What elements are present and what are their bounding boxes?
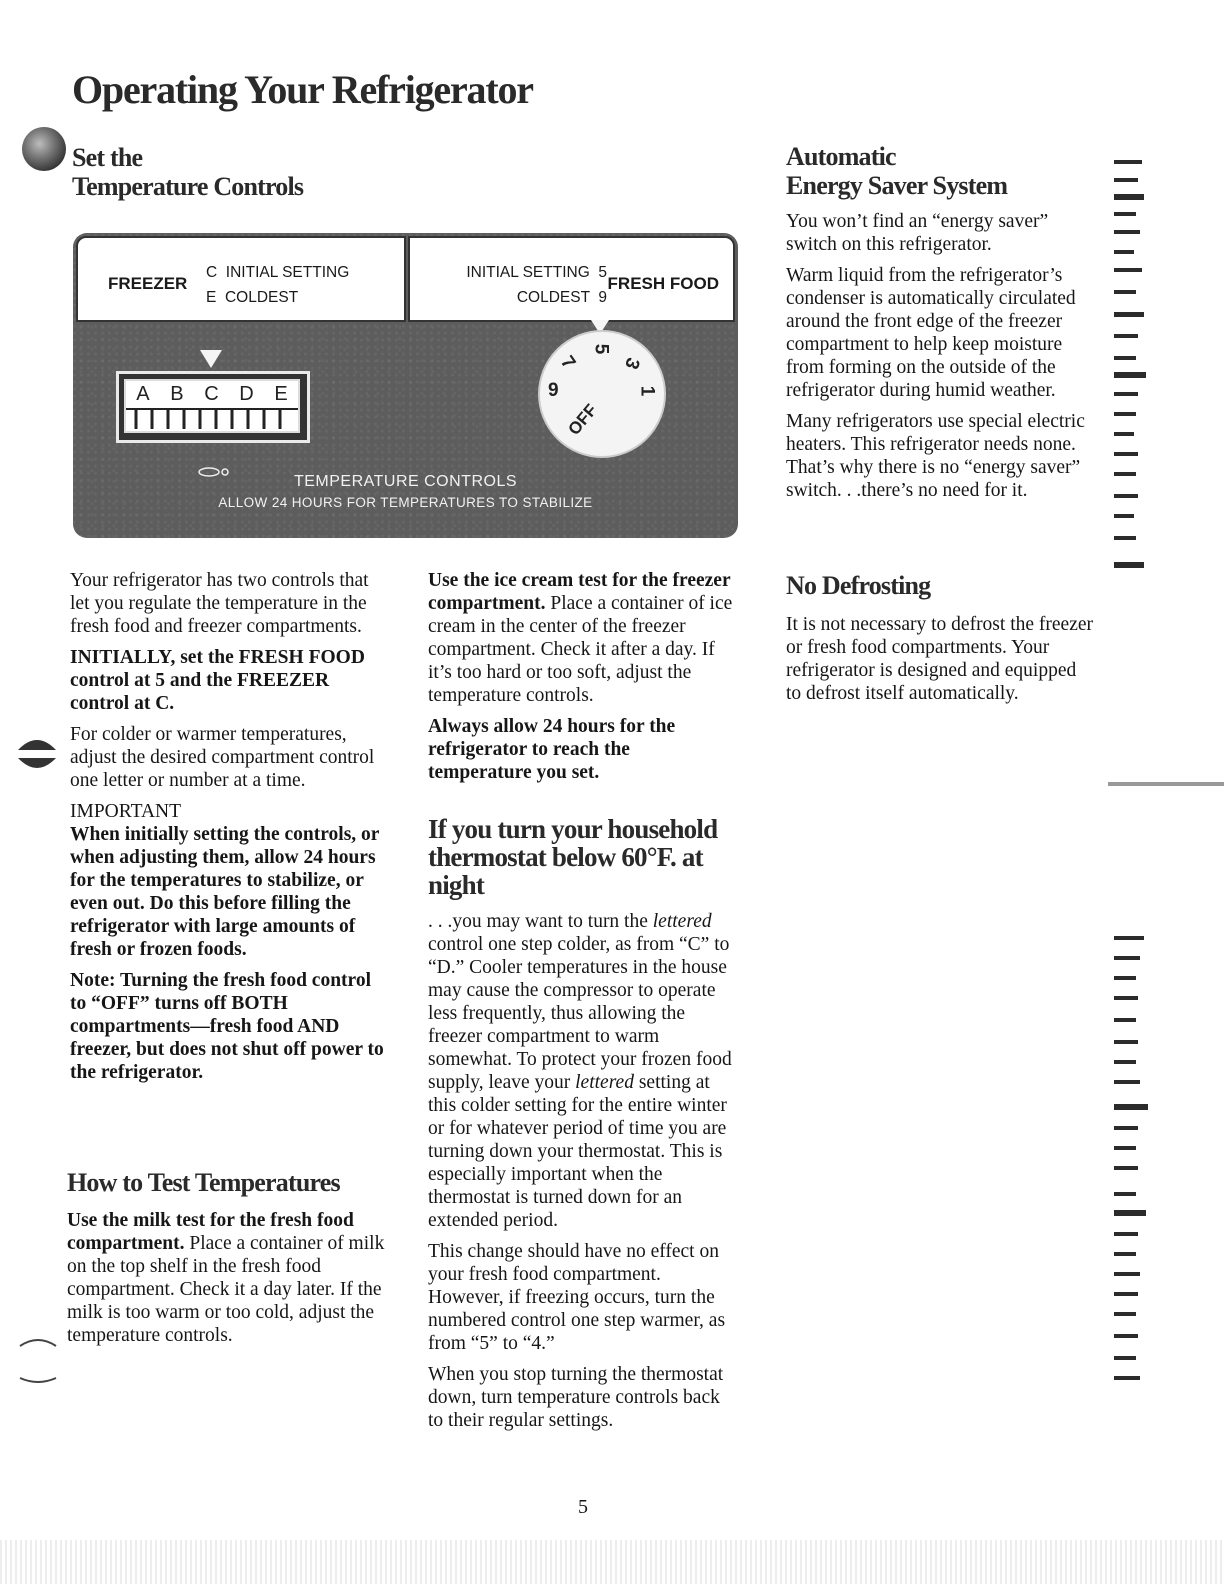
fresh-food-control-knob[interactable] [538, 330, 666, 458]
important-title: IMPORTANT [70, 801, 182, 822]
column-left [70, 569, 386, 1092]
ice-cream-test-bold: Use the ice cream test for the freezer compartment. [428, 570, 731, 614]
thermostat-text-a: . . .you may want to turn the [428, 911, 653, 932]
no-defrosting-heading: No Defrosting [786, 571, 931, 600]
set-controls-heading-line1: Set the [72, 143, 143, 172]
knob-number-9: 9 [548, 380, 559, 401]
thermostat-paragraph-3: When you stop turning the thermostat down, turn temperature controls back to their regular settings. [428, 1364, 724, 1431]
thermostat-text-c: control one step colder, as from “C” to “D.” Cooler temperatures in the house may cause the compressor to operate less frequently, thus allowing the freezer compartment to warm somewhat. To protect your frozen food supply, leave your [428, 934, 732, 1093]
allow-24-hours-note: Always allow 24 hours for the refrigerator to reach the temperature you set. [428, 716, 676, 783]
binding-edge-strip [1108, 0, 1224, 1584]
column-right [786, 210, 1094, 510]
ice-cream-test-text: Place a container of ice cream in the center of the freezer compartment. Check it after a day. If it’s too hard or too soft, adjust the temperature controls. [428, 593, 733, 706]
knob-number-5: 5 [590, 343, 612, 355]
knob-number-7: 7 [556, 352, 580, 374]
thermostat-paragraph-2: This change should have no effect on your fresh food compartment. However, if freezing occurs, turn the numbered control one step warmer, as from “5” to “4.” [428, 1241, 726, 1354]
freezer-initial-setting: C INITIAL SETTING [206, 264, 350, 281]
panel-caption-title: TEMPERATURE CONTROLS [293, 473, 518, 490]
thermostat-heading: If you turn your household thermostat below 60°F. at night [428, 814, 718, 900]
thermostat-text-d: lettered [575, 1072, 634, 1093]
freezer-pointer-icon [200, 350, 222, 368]
letter-e: E [274, 383, 288, 405]
thermostat-block [428, 910, 738, 1440]
energy-saver-heading-line2: Energy Saver System [786, 171, 1008, 200]
fresh-initial-setting: INITIAL SETTING 5 [466, 264, 607, 281]
milk-test-text: Place a container of milk on the top shelf in the fresh food compartment. Check it a day later. If the milk is too warm or too cold, adjust the temperature controls. [67, 1233, 385, 1346]
fresh-food-label-box [408, 236, 735, 322]
energy-saver-heading-line1: Automatic [786, 142, 896, 171]
knob-off-label: OFF [564, 400, 601, 439]
thermostat-text-e: setting at this colder setting for the entire winter or for whatever period of time you are turning down your thermostat. This is especially important when the thermostat is turned down for an extended period. [428, 1072, 727, 1231]
defrost-block [786, 613, 1094, 713]
intro-paragraph: Your refrigerator has two controls that let you regulate the temperature in the fresh food and freezer compartments. [70, 570, 369, 637]
adjust-paragraph: For colder or warmer temperatures, adjust the desired compartment control one letter or number at a time. [70, 724, 375, 791]
freezer-coldest-setting: E COLDEST [206, 289, 299, 306]
freezer-label-box [76, 236, 406, 322]
fresh-coldest-setting: COLDEST 9 [516, 289, 607, 306]
test-temperatures-heading: How to Test Temperatures [67, 1168, 340, 1197]
knob-number-1: 1 [636, 385, 658, 397]
freezer-label: FREEZER [108, 274, 188, 293]
initial-setting-instruction: INITIALLY, set the FRESH FOOD control at 5 and the FREEZER control at C. [70, 647, 365, 714]
freezer-dial-ticks [126, 408, 298, 431]
section-bullet-icon [22, 127, 66, 171]
energy-paragraph-3: Many refrigerators use special electric heaters. This refrigerator needs none. That’s why there is no “energy saver” switch. . .there’s no need for it. [786, 411, 1085, 501]
energy-paragraph-1: You won’t find an “energy saver” switch on this refrigerator. [786, 211, 1049, 255]
energy-saver-heading [786, 142, 1007, 200]
letter-b: B [170, 383, 184, 405]
letter-a: A [136, 383, 150, 405]
page-title: Operating Your Refrigerator [72, 67, 533, 112]
page-number: 5 [578, 1496, 588, 1518]
temperature-control-panel [73, 233, 738, 538]
milk-test-block [67, 1209, 385, 1355]
milk-test-bold: Use the milk test for the fresh food compartment. [67, 1210, 354, 1254]
scan-artifact-bar [0, 1540, 1224, 1584]
thermostat-text-b: lettered [652, 911, 712, 932]
column-middle [428, 569, 738, 792]
letter-d: D [239, 383, 254, 405]
thermostat-paragraph-1 [428, 910, 738, 1232]
letter-c: C [204, 383, 219, 405]
freezer-control-dial[interactable] [116, 371, 310, 443]
margin-marker-icon [16, 730, 58, 778]
knob-number-3: 3 [620, 354, 644, 372]
set-controls-heading [72, 143, 303, 201]
set-controls-heading-line2: Temperature Controls [72, 172, 304, 201]
panel-caption-note: ALLOW 24 HOURS FOR TEMPERATURES TO STABILIZE [218, 495, 593, 510]
energy-paragraph-2: Warm liquid from the refrigerator’s condenser is automatically circulated around the front edge of the freezer compartment to help keep moisture from forming on the outside of the refrigerator during humid weather. [786, 265, 1076, 401]
defrost-paragraph: It is not necessary to defrost the freezer or fresh food compartments. Your refrigerator is designed and equipped to defrost itself automatically. [786, 614, 1093, 704]
margin-marker-icon-2 [16, 1334, 58, 1384]
freezer-letter-row [126, 381, 298, 408]
off-note-paragraph: Note: Turning the fresh food control to “OFF” turns off BOTH compartments—fresh food AND freezer, but does not shut off power to the refrigerator. [70, 970, 384, 1083]
fresh-food-label: FRESH FOOD [607, 274, 719, 293]
important-paragraph: When initially setting the controls, or when adjusting them, allow 24 hours for the temperatures to stabilize, or even out. Do this before filling the refrigerator with large amounts of fresh or frozen foods. [70, 824, 380, 960]
